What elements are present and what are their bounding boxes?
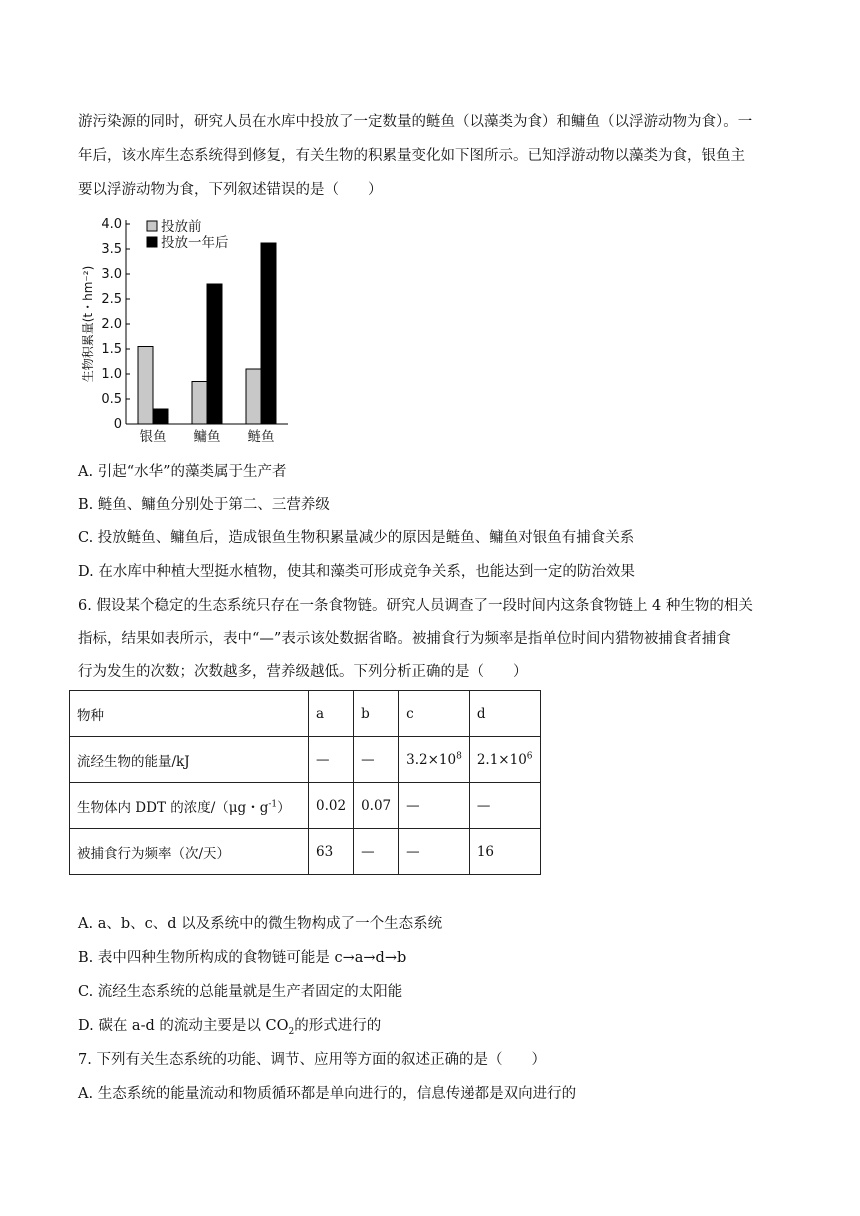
y-tick-label: 4.0 — [101, 217, 122, 232]
q6-option-a: A. a、b、c、d 以及系统中的微生物构成了一个生态系统 — [78, 916, 443, 932]
q6-stem-line-1: 6. 假设某个稳定的生态系统只存在一条食物链。研究人员调查了一段时间内这条食物链上 4 种生物的相关 — [78, 598, 753, 614]
q6-option-c: C. 流经生态系统的总能量就是生产者固定的太阳能 — [78, 984, 403, 1000]
bar-before — [192, 382, 207, 425]
x-tick-label: 银鱼 — [139, 429, 167, 445]
y-tick-label: 2.5 — [101, 292, 122, 307]
cell-energy-a: — — [309, 737, 354, 783]
table-row — [70, 783, 541, 829]
cell-energy-c: $3.2\times 10^8$ — [399, 737, 470, 783]
x-tick-label: 鳙鱼 — [193, 429, 221, 445]
header-c: c — [399, 691, 470, 737]
q6-stem-line-2: 指标，结果如表所示，表中“—”表示该处数据省略。被捕食行为频率是指单位时间内猎物被捕食者捕食 — [78, 631, 731, 647]
bar-after — [153, 409, 168, 424]
bar-before — [138, 347, 153, 425]
q5-option-a: A. 引起“水华”的藻类属于生产者 — [78, 464, 287, 480]
row-ddt-label: 生物体内 DDT 的浓度/（μg・$g^{-1}$） — [70, 783, 309, 829]
q5-stem-line-1: 游污染源的同时，研究人员在水库中投放了一定数量的鲢鱼（以藻类为食）和鳙鱼（以浮游动物为食）。一 — [78, 114, 753, 130]
q5-stem-line-2: 年后，该水库生态系统得到修复，有关生物的积累量变化如下图所示。已知浮游动物以藻类为食，银鱼主 — [78, 148, 745, 164]
y-tick-label: 0 — [113, 417, 122, 432]
cell-energy-b: — — [354, 737, 399, 783]
q5-option-c: C. 投放鲢鱼、鳙鱼后，造成银鱼生物积累量减少的原因是鲢鱼、鳙鱼对银鱼有捕食关系 — [78, 530, 635, 546]
cell-ddt-b: 0.07 — [354, 783, 399, 829]
legend-swatch — [147, 221, 157, 231]
q6-stem-line-3: 行为发生的次数；次数越多，营养级越低。下列分析正确的是（ ） — [78, 664, 528, 680]
q5-option-b: B. 鲢鱼、鳙鱼分别处于第二、三营养级 — [78, 497, 330, 513]
y-axis-label: 生物积累量(t・hm⁻²) — [81, 265, 95, 383]
bar-after — [207, 284, 222, 424]
y-tick-label: 2.0 — [101, 317, 122, 332]
cell-predation-a: 63 — [309, 829, 354, 875]
y-tick-label: 3.5 — [101, 242, 122, 257]
y-tick-label: 1.0 — [101, 367, 122, 382]
cell-ddt-d: — — [469, 783, 540, 829]
q5-option-d: D. 在水库中种植大型挺水植物，使其和藻类可形成竞争关系，也能达到一定的防治效果 — [78, 564, 635, 580]
q6-option-b: B. 表中四种生物所构成的食物链可能是 c→a→d→b — [78, 950, 407, 966]
bar-before — [246, 369, 261, 424]
y-tick-label: 3.0 — [101, 267, 122, 282]
legend-label: 投放前 — [161, 219, 202, 235]
cell-ddt-c: — — [399, 783, 470, 829]
x-tick-label: 鲢鱼 — [247, 429, 275, 445]
q7-stem: 7. 下列有关生态系统的功能、调节、应用等方面的叙述正确的是（ ） — [78, 1052, 546, 1068]
y-tick-label: 1.5 — [101, 342, 122, 357]
header-a: a — [309, 691, 354, 737]
row-energy-label: 流经生物的能量/kJ — [70, 737, 309, 783]
table-row — [70, 737, 541, 783]
legend-label: 投放一年后 — [161, 235, 229, 251]
legend-swatch — [147, 237, 157, 247]
y-tick-label: 0.5 — [101, 392, 122, 407]
cell-energy-d: $2.1\times 10^6$ — [469, 737, 540, 783]
q6-data-table — [69, 690, 541, 875]
q7-option-a: A. 生态系统的能量流动和物质循环都是单向进行的，信息传递都是双向进行的 — [78, 1086, 577, 1102]
header-d: d — [469, 691, 540, 737]
bar-after — [261, 243, 276, 424]
q5-stem-line-3: 要以浮游动物为食，下列叙述错误的是（ ） — [78, 182, 383, 198]
row-predation-label: 被捕食行为频率（次/天） — [70, 829, 309, 875]
header-species: 物种 — [70, 691, 309, 737]
cell-predation-d: 16 — [469, 829, 540, 875]
cell-ddt-a: 0.02 — [309, 783, 354, 829]
biomass-bar-chart — [78, 212, 298, 452]
table-row — [70, 829, 541, 875]
table-header-row — [70, 691, 541, 737]
header-b: b — [354, 691, 399, 737]
cell-predation-b: — — [354, 829, 399, 875]
cell-predation-c: — — [399, 829, 470, 875]
q6-option-d: D. 碳在 a-d 的流动主要是以 $CO_2$的形式进行的 — [78, 1018, 382, 1037]
